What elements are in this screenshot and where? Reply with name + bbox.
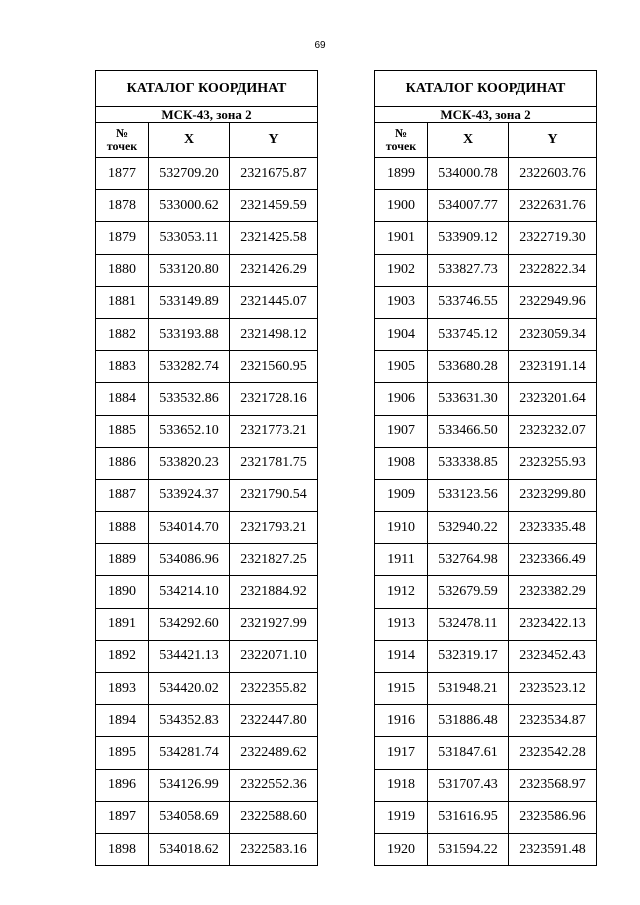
x-coordinate-cell: 533532.86: [149, 383, 230, 415]
catalog-zone: МСК-43, зона 2: [375, 107, 597, 123]
x-coordinate-cell: 534352.83: [149, 705, 230, 737]
point-number-cell: 1905: [375, 351, 428, 383]
x-coordinate-cell: 533652.10: [149, 415, 230, 447]
point-number-cell: 1894: [96, 705, 149, 737]
table-row: [375, 769, 597, 801]
y-coordinate-cell: 2323255.93: [509, 447, 597, 479]
y-coordinate-cell: 2321927.99: [230, 608, 318, 640]
table-row: [96, 769, 318, 801]
table-row: [375, 833, 597, 865]
table-row: [96, 833, 318, 865]
x-coordinate-cell: 534007.77: [428, 190, 509, 222]
table-row: [375, 576, 597, 608]
table-row: [375, 415, 597, 447]
point-number-cell: 1901: [375, 222, 428, 254]
y-coordinate-cell: 2323299.80: [509, 479, 597, 511]
x-coordinate-cell: 531616.95: [428, 801, 509, 833]
table-row: [375, 447, 597, 479]
table-row: [375, 351, 597, 383]
x-coordinate-cell: 532709.20: [149, 158, 230, 190]
catalog-title: КАТАЛОГ КООРДИНАТ: [375, 71, 597, 107]
catalog-rows: [375, 158, 597, 866]
point-number-header-symbol: №: [394, 126, 408, 140]
x-coordinate-cell: 534058.69: [149, 801, 230, 833]
y-coordinate-cell: 2322552.36: [230, 769, 318, 801]
y-coordinate-cell: 2323366.49: [509, 544, 597, 576]
catalog-rows: [96, 158, 318, 866]
table-row: [96, 512, 318, 544]
point-number-cell: 1882: [96, 318, 149, 350]
x-coordinate-cell: 533631.30: [428, 383, 509, 415]
x-column-header: X: [149, 123, 230, 158]
point-number-cell: 1878: [96, 190, 149, 222]
y-coordinate-cell: 2323232.07: [509, 415, 597, 447]
point-number-cell: 1899: [375, 158, 428, 190]
table-row: [96, 640, 318, 672]
table-row: [96, 286, 318, 318]
point-number-cell: 1887: [96, 479, 149, 511]
x-coordinate-cell: 533120.80: [149, 254, 230, 286]
point-number-cell: 1903: [375, 286, 428, 318]
y-coordinate-cell: 2323422.13: [509, 608, 597, 640]
x-coordinate-cell: 534420.02: [149, 673, 230, 705]
x-coordinate-cell: 533680.28: [428, 351, 509, 383]
x-coordinate-cell: 534214.10: [149, 576, 230, 608]
x-coordinate-cell: 533827.73: [428, 254, 509, 286]
y-coordinate-cell: 2322719.30: [509, 222, 597, 254]
y-coordinate-cell: 2323191.14: [509, 351, 597, 383]
x-coordinate-cell: 534018.62: [149, 833, 230, 865]
point-number-cell: 1885: [96, 415, 149, 447]
x-coordinate-cell: 532319.17: [428, 640, 509, 672]
x-coordinate-cell: 531948.21: [428, 673, 509, 705]
coordinate-catalog-table-right: [374, 70, 597, 866]
x-coordinate-cell: 534292.60: [149, 608, 230, 640]
point-number-cell: 1906: [375, 383, 428, 415]
y-coordinate-cell: 2323059.34: [509, 318, 597, 350]
x-coordinate-cell: 533924.37: [149, 479, 230, 511]
table-row: [96, 705, 318, 737]
x-coordinate-cell: 532940.22: [428, 512, 509, 544]
point-number-cell: 1914: [375, 640, 428, 672]
y-coordinate-cell: 2323335.48: [509, 512, 597, 544]
table-row: [375, 608, 597, 640]
y-coordinate-cell: 2322355.82: [230, 673, 318, 705]
table-row: [96, 158, 318, 190]
point-number-cell: 1907: [375, 415, 428, 447]
x-coordinate-cell: 533053.11: [149, 222, 230, 254]
y-coordinate-cell: 2322822.34: [509, 254, 597, 286]
point-number-cell: 1881: [96, 286, 149, 318]
point-number-cell: 1908: [375, 447, 428, 479]
point-number-cell: 1890: [96, 576, 149, 608]
table-row: [96, 673, 318, 705]
table-row: [375, 286, 597, 318]
table-row: [375, 190, 597, 222]
y-coordinate-cell: 2323542.28: [509, 737, 597, 769]
point-number-cell: 1911: [375, 544, 428, 576]
coordinate-catalog-table-left: [95, 70, 318, 866]
y-coordinate-cell: 2322583.16: [230, 833, 318, 865]
y-coordinate-cell: 2322603.76: [509, 158, 597, 190]
point-number-cell: 1916: [375, 705, 428, 737]
x-coordinate-cell: 532478.11: [428, 608, 509, 640]
table-row: [375, 254, 597, 286]
table-row: [375, 737, 597, 769]
y-coordinate-cell: 2323534.87: [509, 705, 597, 737]
table-row: [96, 544, 318, 576]
x-coordinate-cell: 533338.85: [428, 447, 509, 479]
table-row: [375, 801, 597, 833]
x-coordinate-cell: 534000.78: [428, 158, 509, 190]
y-coordinate-cell: 2323382.29: [509, 576, 597, 608]
table-row: [96, 576, 318, 608]
point-number-cell: 1919: [375, 801, 428, 833]
y-coordinate-cell: 2322071.10: [230, 640, 318, 672]
point-number-header-label: точек: [106, 139, 138, 153]
point-number-cell: 1891: [96, 608, 149, 640]
x-coordinate-cell: 531886.48: [428, 705, 509, 737]
table-row: [96, 479, 318, 511]
point-number-cell: 1877: [96, 158, 149, 190]
table-row: [375, 544, 597, 576]
point-number-header: [96, 123, 149, 158]
table-row: [96, 383, 318, 415]
page-number: 69: [314, 40, 326, 51]
table-row: [96, 351, 318, 383]
y-coordinate-cell: 2321827.25: [230, 544, 318, 576]
y-coordinate-cell: 2323523.12: [509, 673, 597, 705]
x-coordinate-cell: 534126.99: [149, 769, 230, 801]
y-coordinate-cell: 2321884.92: [230, 576, 318, 608]
y-coordinate-cell: 2322588.60: [230, 801, 318, 833]
x-coordinate-cell: 533193.88: [149, 318, 230, 350]
table-row: [96, 415, 318, 447]
table-row: [375, 705, 597, 737]
table-row: [375, 512, 597, 544]
point-number-cell: 1896: [96, 769, 149, 801]
x-coordinate-cell: 533909.12: [428, 222, 509, 254]
table-row: [96, 190, 318, 222]
y-column-header: Y: [230, 123, 318, 158]
y-coordinate-cell: 2321425.58: [230, 222, 318, 254]
table-row: [375, 158, 597, 190]
table-row: [96, 318, 318, 350]
table-row: [375, 383, 597, 415]
x-coordinate-cell: 533466.50: [428, 415, 509, 447]
point-number-cell: 1913: [375, 608, 428, 640]
x-coordinate-cell: 533282.74: [149, 351, 230, 383]
x-coordinate-cell: 531847.61: [428, 737, 509, 769]
table-row: [375, 673, 597, 705]
y-coordinate-cell: 2321781.75: [230, 447, 318, 479]
point-number-cell: 1920: [375, 833, 428, 865]
y-coordinate-cell: 2322631.76: [509, 190, 597, 222]
y-coordinate-cell: 2323586.96: [509, 801, 597, 833]
point-number-cell: 1904: [375, 318, 428, 350]
point-number-cell: 1895: [96, 737, 149, 769]
y-coordinate-cell: 2321560.95: [230, 351, 318, 383]
x-coordinate-cell: 534014.70: [149, 512, 230, 544]
table-row: [375, 318, 597, 350]
point-number-cell: 1879: [96, 222, 149, 254]
table-row: [96, 222, 318, 254]
y-coordinate-cell: 2321498.12: [230, 318, 318, 350]
y-coordinate-cell: 2323568.97: [509, 769, 597, 801]
x-coordinate-cell: 534086.96: [149, 544, 230, 576]
y-coordinate-cell: 2321728.16: [230, 383, 318, 415]
table-row: [375, 640, 597, 672]
x-coordinate-cell: 533000.62: [149, 190, 230, 222]
point-number-cell: 1917: [375, 737, 428, 769]
y-coordinate-cell: 2322447.80: [230, 705, 318, 737]
x-coordinate-cell: 534421.13: [149, 640, 230, 672]
x-coordinate-cell: 532764.98: [428, 544, 509, 576]
table-row: [375, 479, 597, 511]
x-coordinate-cell: 534281.74: [149, 737, 230, 769]
y-coordinate-cell: 2322489.62: [230, 737, 318, 769]
point-number-cell: 1886: [96, 447, 149, 479]
table-row: [375, 222, 597, 254]
point-number-cell: 1898: [96, 833, 149, 865]
table-row: [96, 254, 318, 286]
y-coordinate-cell: 2322949.96: [509, 286, 597, 318]
x-coordinate-cell: 533745.12: [428, 318, 509, 350]
point-number-cell: 1902: [375, 254, 428, 286]
point-number-cell: 1888: [96, 512, 149, 544]
point-number-cell: 1889: [96, 544, 149, 576]
x-coordinate-cell: 533746.55: [428, 286, 509, 318]
point-number-cell: 1900: [375, 190, 428, 222]
y-coordinate-cell: 2323452.43: [509, 640, 597, 672]
y-coordinate-cell: 2321790.54: [230, 479, 318, 511]
y-coordinate-cell: 2321426.29: [230, 254, 318, 286]
point-number-header: [375, 123, 428, 158]
x-coordinate-cell: 533123.56: [428, 479, 509, 511]
y-coordinate-cell: 2321459.59: [230, 190, 318, 222]
point-number-cell: 1897: [96, 801, 149, 833]
point-number-cell: 1912: [375, 576, 428, 608]
point-number-cell: 1909: [375, 479, 428, 511]
point-number-cell: 1893: [96, 673, 149, 705]
x-coordinate-cell: 532679.59: [428, 576, 509, 608]
table-row: [96, 801, 318, 833]
y-coordinate-cell: 2321793.21: [230, 512, 318, 544]
catalog-title: КАТАЛОГ КООРДИНАТ: [96, 71, 318, 107]
y-coordinate-cell: 2321445.07: [230, 286, 318, 318]
point-number-cell: 1880: [96, 254, 149, 286]
table-row: [96, 447, 318, 479]
table-row: [96, 608, 318, 640]
point-number-cell: 1883: [96, 351, 149, 383]
y-coordinate-cell: 2323591.48: [509, 833, 597, 865]
y-coordinate-cell: 2323201.64: [509, 383, 597, 415]
y-coordinate-cell: 2321773.21: [230, 415, 318, 447]
point-number-cell: 1884: [96, 383, 149, 415]
catalog-zone: МСК-43, зона 2: [96, 107, 318, 123]
x-coordinate-cell: 531594.22: [428, 833, 509, 865]
x-coordinate-cell: 533820.23: [149, 447, 230, 479]
point-number-cell: 1892: [96, 640, 149, 672]
point-number-header-symbol: №: [115, 126, 129, 140]
point-number-header-label: точек: [385, 139, 417, 153]
x-coordinate-cell: 533149.89: [149, 286, 230, 318]
y-column-header: Y: [509, 123, 597, 158]
x-coordinate-cell: 531707.43: [428, 769, 509, 801]
point-number-cell: 1910: [375, 512, 428, 544]
point-number-cell: 1918: [375, 769, 428, 801]
point-number-cell: 1915: [375, 673, 428, 705]
x-column-header: X: [428, 123, 509, 158]
table-row: [96, 737, 318, 769]
y-coordinate-cell: 2321675.87: [230, 158, 318, 190]
